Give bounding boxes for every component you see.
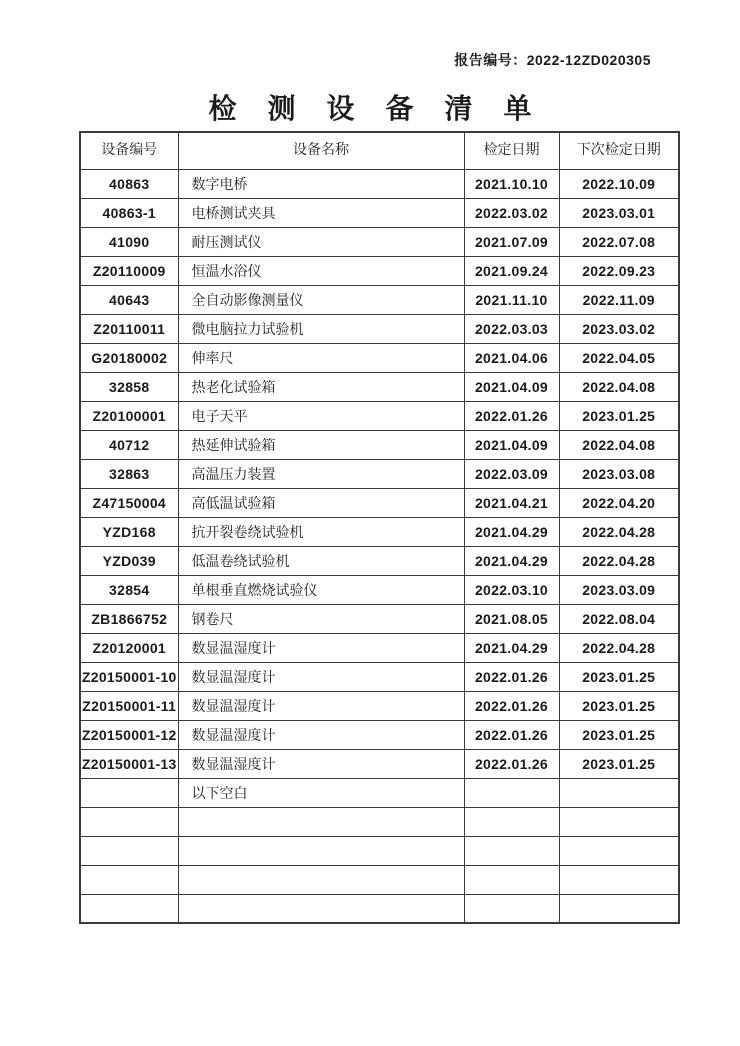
cell-equipment-id [80,865,178,894]
cell-next-calibration-date: 2022.04.28 [559,546,679,575]
cell-equipment-name: 数显温湿度计 [178,691,464,720]
cell-next-calibration-date: 2023.01.25 [559,691,679,720]
table-row [80,372,679,401]
cell-next-calibration-date: 2023.01.25 [559,749,679,778]
cell-equipment-id: 40643 [80,285,178,314]
cell-equipment-id: 40863-1 [80,198,178,227]
cell-next-calibration-date: 2022.04.05 [559,343,679,372]
cell-calibration-date: 2021.04.21 [464,488,559,517]
table-row [80,430,679,459]
cell-calibration-date: 2021.04.09 [464,372,559,401]
cell-equipment-name: 数显温湿度计 [178,720,464,749]
cell-calibration-date: 2021.04.29 [464,517,559,546]
cell-calibration-date: 2022.01.26 [464,749,559,778]
table-row [80,807,679,836]
col-header-next-calibration-date: 下次检定日期 [559,132,679,169]
cell-equipment-id: Z20150001-10 [80,662,178,691]
page-title: 检 测 设 备 清 单 [208,94,544,125]
cell-calibration-date [464,836,559,865]
cell-next-calibration-date [559,836,679,865]
table-row [80,633,679,662]
cell-equipment-name: 单根垂直燃烧试验仪 [178,575,464,604]
table-row [80,604,679,633]
cell-equipment-name: 热老化试验箱 [178,372,464,401]
cell-equipment-id: Z47150004 [80,488,178,517]
cell-next-calibration-date: 2022.11.09 [559,285,679,314]
cell-equipment-id: ZB1866752 [80,604,178,633]
table-row [80,662,679,691]
cell-calibration-date [464,778,559,807]
cell-equipment-name: 伸率尺 [178,343,464,372]
cell-equipment-id: YZD039 [80,546,178,575]
cell-equipment-id: 40712 [80,430,178,459]
cell-calibration-date: 2021.09.24 [464,256,559,285]
cell-equipment-id: 32854 [80,575,178,604]
cell-calibration-date: 2022.03.09 [464,459,559,488]
table-row [80,517,679,546]
cell-next-calibration-date [559,894,679,923]
cell-equipment-name [178,894,464,923]
cell-next-calibration-date [559,865,679,894]
cell-equipment-id [80,894,178,923]
cell-equipment-name: 恒温水浴仪 [178,256,464,285]
table-row [80,459,679,488]
cell-calibration-date [464,807,559,836]
cell-equipment-name: 电桥测试夹具 [178,198,464,227]
cell-equipment-name: 高温压力装置 [178,459,464,488]
table-row [80,285,679,314]
cell-equipment-name: 电子天平 [178,401,464,430]
table-row [80,865,679,894]
cell-equipment-id: G20180002 [80,343,178,372]
cell-calibration-date: 2021.04.29 [464,633,559,662]
table-row [80,836,679,865]
cell-next-calibration-date: 2022.08.04 [559,604,679,633]
cell-equipment-name: 微电脑拉力试验机 [178,314,464,343]
table-row [80,749,679,778]
col-header-equipment-id: 设备编号 [80,132,178,169]
cell-equipment-name: 数字电桥 [178,169,464,198]
cell-next-calibration-date [559,778,679,807]
cell-equipment-name: 抗开裂卷绕试验机 [178,517,464,546]
cell-calibration-date: 2021.11.10 [464,285,559,314]
cell-next-calibration-date: 2022.04.20 [559,488,679,517]
cell-calibration-date: 2022.03.10 [464,575,559,604]
cell-equipment-name: 数显温湿度计 [178,662,464,691]
equipment-table [79,131,680,924]
table-row [80,691,679,720]
cell-equipment-name [178,865,464,894]
cell-next-calibration-date: 2022.10.09 [559,169,679,198]
cell-equipment-id [80,836,178,865]
cell-equipment-id: Z20120001 [80,633,178,662]
cell-equipment-name: 高低温试验箱 [178,488,464,517]
cell-calibration-date: 2022.03.03 [464,314,559,343]
cell-calibration-date: 2022.01.26 [464,401,559,430]
cell-equipment-id: Z20150001-13 [80,749,178,778]
cell-next-calibration-date: 2022.09.23 [559,256,679,285]
table-row [80,720,679,749]
col-header-equipment-name: 设备名称 [178,132,464,169]
col-header-calibration-date: 检定日期 [464,132,559,169]
cell-equipment-id: 41090 [80,227,178,256]
cell-calibration-date: 2022.01.26 [464,662,559,691]
cell-equipment-id: 32858 [80,372,178,401]
table-row [80,198,679,227]
cell-next-calibration-date: 2023.03.09 [559,575,679,604]
cell-equipment-id: 32863 [80,459,178,488]
cell-equipment-name: 热延伸试验箱 [178,430,464,459]
table-row [80,227,679,256]
cell-calibration-date: 2021.08.05 [464,604,559,633]
cell-calibration-date: 2021.04.29 [464,546,559,575]
cell-next-calibration-date: 2023.01.25 [559,662,679,691]
cell-calibration-date [464,894,559,923]
table-row [80,169,679,198]
cell-calibration-date: 2021.04.06 [464,343,559,372]
cell-next-calibration-date: 2023.01.25 [559,401,679,430]
cell-next-calibration-date: 2023.03.01 [559,198,679,227]
cell-next-calibration-date: 2022.04.08 [559,372,679,401]
table-header-row [80,132,679,169]
cell-equipment-name [178,836,464,865]
cell-next-calibration-date: 2023.01.25 [559,720,679,749]
cell-calibration-date: 2022.01.26 [464,691,559,720]
table-row [80,546,679,575]
cell-equipment-id: Z20150001-12 [80,720,178,749]
cell-next-calibration-date [559,807,679,836]
cell-equipment-name: 以下空白 [178,778,464,807]
cell-equipment-id [80,807,178,836]
cell-next-calibration-date: 2023.03.08 [559,459,679,488]
table-row [80,401,679,430]
cell-equipment-name: 耐压测试仪 [178,227,464,256]
cell-equipment-id: YZD168 [80,517,178,546]
table-row [80,488,679,517]
cell-next-calibration-date: 2022.04.28 [559,633,679,662]
cell-next-calibration-date: 2022.04.28 [559,517,679,546]
cell-equipment-name: 低温卷绕试验机 [178,546,464,575]
equipment-table-body [80,169,679,923]
table-row [80,343,679,372]
table-row [80,575,679,604]
cell-equipment-id: Z20110009 [80,256,178,285]
cell-equipment-name: 全自动影像测量仪 [178,285,464,314]
report-number: 报告编号：2022-12ZD020305 [454,52,651,68]
table-row [80,256,679,285]
table-row [80,894,679,923]
cell-next-calibration-date: 2022.04.08 [559,430,679,459]
cell-equipment-name: 数显温湿度计 [178,749,464,778]
cell-equipment-name: 数显温湿度计 [178,633,464,662]
cell-equipment-id: 40863 [80,169,178,198]
cell-equipment-id: Z20150001-11 [80,691,178,720]
table-row [80,778,679,807]
cell-calibration-date: 2021.04.09 [464,430,559,459]
cell-calibration-date: 2021.07.09 [464,227,559,256]
cell-calibration-date [464,865,559,894]
cell-calibration-date: 2022.03.02 [464,198,559,227]
table-row [80,314,679,343]
cell-equipment-name [178,807,464,836]
cell-calibration-date: 2021.10.10 [464,169,559,198]
cell-equipment-id: Z20100001 [80,401,178,430]
cell-next-calibration-date: 2022.07.08 [559,227,679,256]
cell-next-calibration-date: 2023.03.02 [559,314,679,343]
cell-equipment-id: Z20110011 [80,314,178,343]
cell-equipment-name: 钢卷尺 [178,604,464,633]
cell-calibration-date: 2022.01.26 [464,720,559,749]
cell-equipment-id [80,778,178,807]
